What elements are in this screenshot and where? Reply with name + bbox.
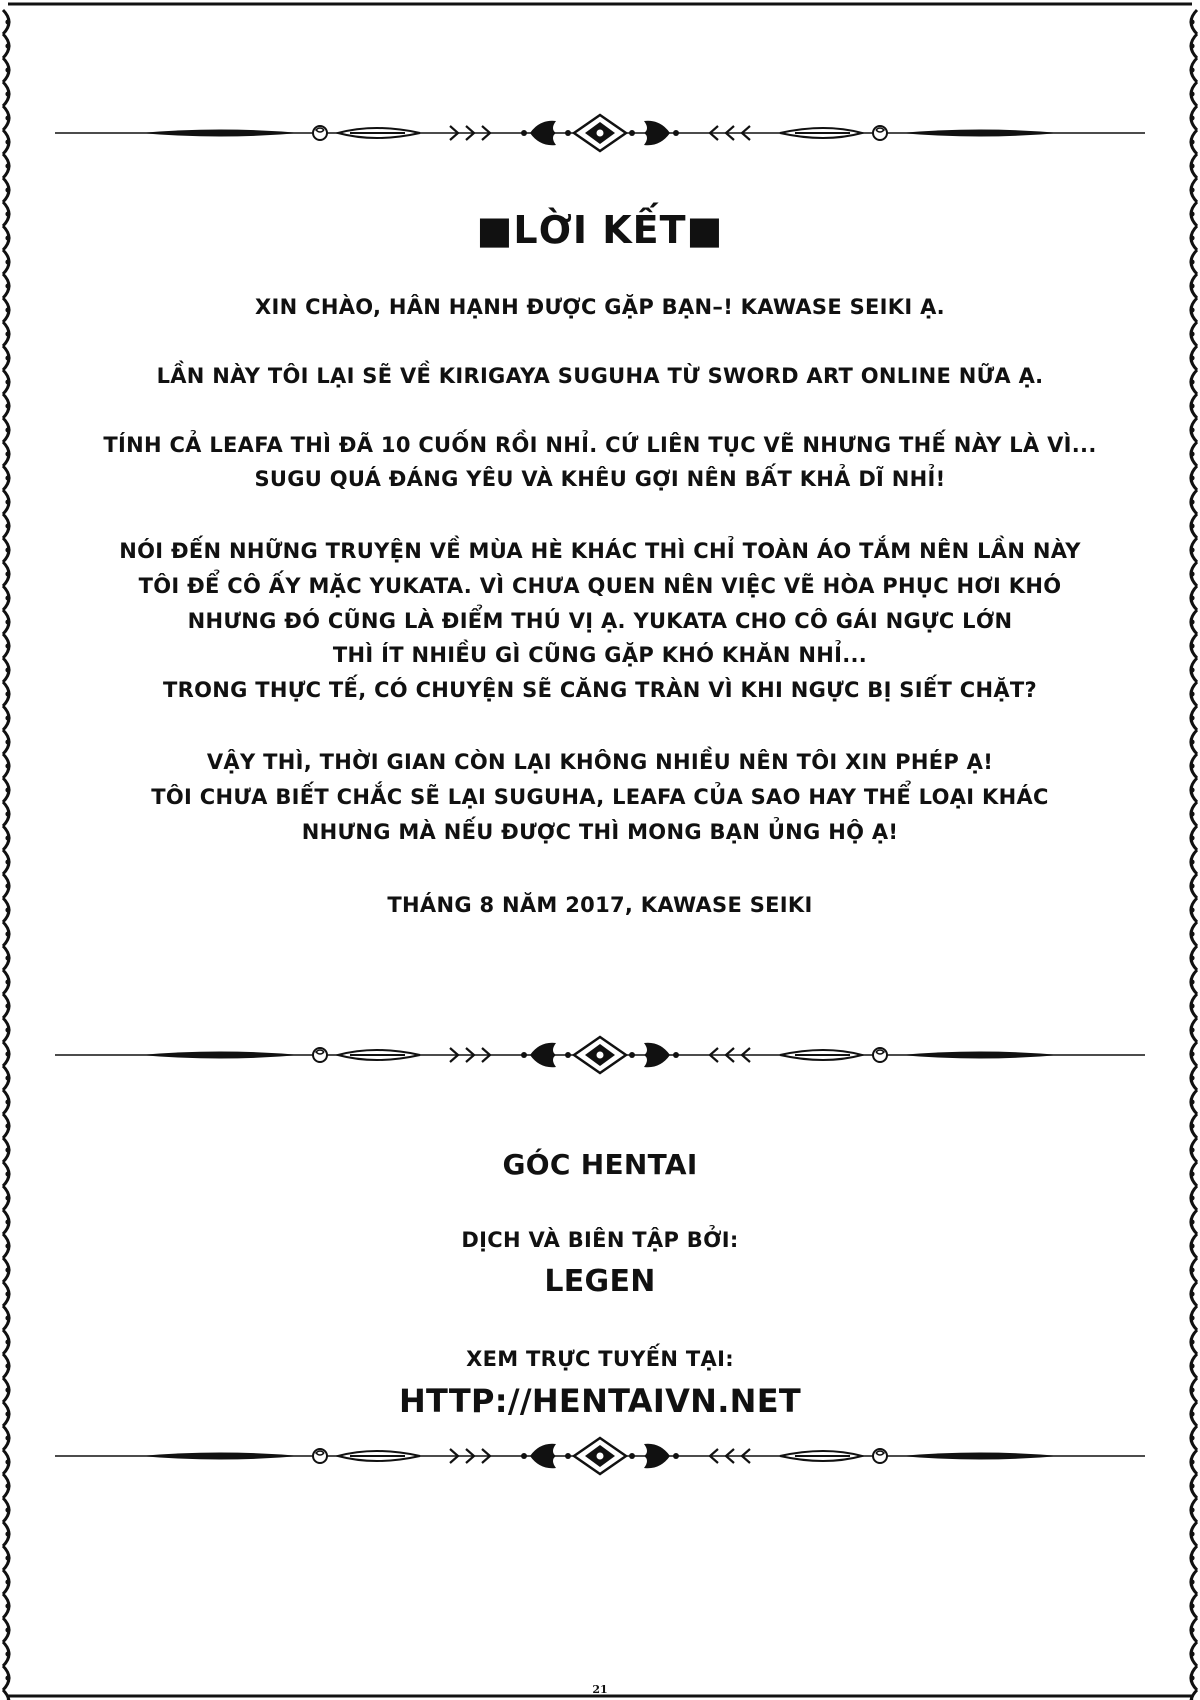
page-number: 21 [592,1683,608,1696]
left-scallop-edge [3,10,11,1700]
afterword-signature: THÁNG 8 NĂM 2017, KAWASE SEIKI [387,893,813,917]
afterword-line-yukata: TÔI ĐỂ CÔ ẤY MẶC YUKATA. VÌ CHƯA QUEN NÊN VIỆC VẼ HÒA PHỤC HƠI KHÓ [138,574,1062,598]
afterword-line-support: NHƯNG MÀ NẾU ĐƯỢC THÌ MONG BẠN ỦNG HỘ Ạ! [301,820,899,844]
ornament-divider-bottom [55,1436,1145,1476]
afterword-line-difficulty: THÌ ÍT NHIỀU GÌ CŨNG GẶP KHÓ KHĂN NHỈ... [332,643,868,667]
ornament-divider-middle [55,1035,1145,1075]
group-name: GÓC HENTAI [502,1148,698,1181]
afterword-line-summer: NÓI ĐẾN NHỮNG TRUYỆN VỀ MÙA HÈ KHÁC THÌ CHỈ TOÀN ÁO TẮM NÊN LẦN NÀY [119,539,1081,563]
afterword-line-interesting: NHƯNG ĐÓ CŨNG LÀ ĐIỂM THÚ VỊ Ạ. YUKATA CHO CÔ GÁI NGỰC LỚN [187,609,1013,633]
afterword-line-greeting: XIN CHÀO, HÂN HẠNH ĐƯỢC GẶP BẠN–! KAWASE SEIKI Ạ. [255,295,945,319]
afterword-line-question: TRONG THỰC TẾ, CÓ CHUYỆN SẼ CĂNG TRÀN VÌ KHI NGỰC BỊ SIẾT CHẶT? [163,678,1037,702]
afterword-line-count: TÍNH CẢ LEAFA THÌ ĐÃ 10 CUỐN RỒI NHỈ. CỨ LIÊN TỤC VẼ NHƯNG THẾ NÀY LÀ VÌ... [103,433,1097,457]
translator-name: LEGEN [544,1264,656,1299]
afterword-line-future: TÔI CHƯA BIẾT CHẮC SẼ LẠI SUGUHA, LEAFA CỦA SAO HAY THỂ LOẠI KHÁC [151,785,1049,809]
translator-label: DỊCH VÀ BIÊN TẬP BỞI: [461,1228,739,1252]
right-scallop-edge [1189,10,1197,1700]
site-url[interactable]: HTTP://HENTAIVN.NET [398,1382,802,1420]
read-online-label: XEM TRỰC TUYẾN TẠI: [466,1347,734,1371]
afterword-line-topic: LẦN NÀY TÔI LẠI SẼ VỀ KIRIGAYA SUGUHA TỪ SWORD ART ONLINE NỮA Ạ. [156,364,1044,388]
afterword-line-closing: VẬY THÌ, THỜI GIAN CÒN LẠI KHÔNG NHIỀU NÊN TÔI XIN PHÉP Ạ! [206,750,994,774]
afterword-heading: ■LỜI KẾT■ [476,208,724,252]
ornament-divider-top [55,113,1145,153]
afterword-line-reason: SUGU QUÁ ĐÁNG YÊU VÀ KHÊU GỢI NÊN BẤT KHẢ DĨ NHỈ! [254,467,946,491]
